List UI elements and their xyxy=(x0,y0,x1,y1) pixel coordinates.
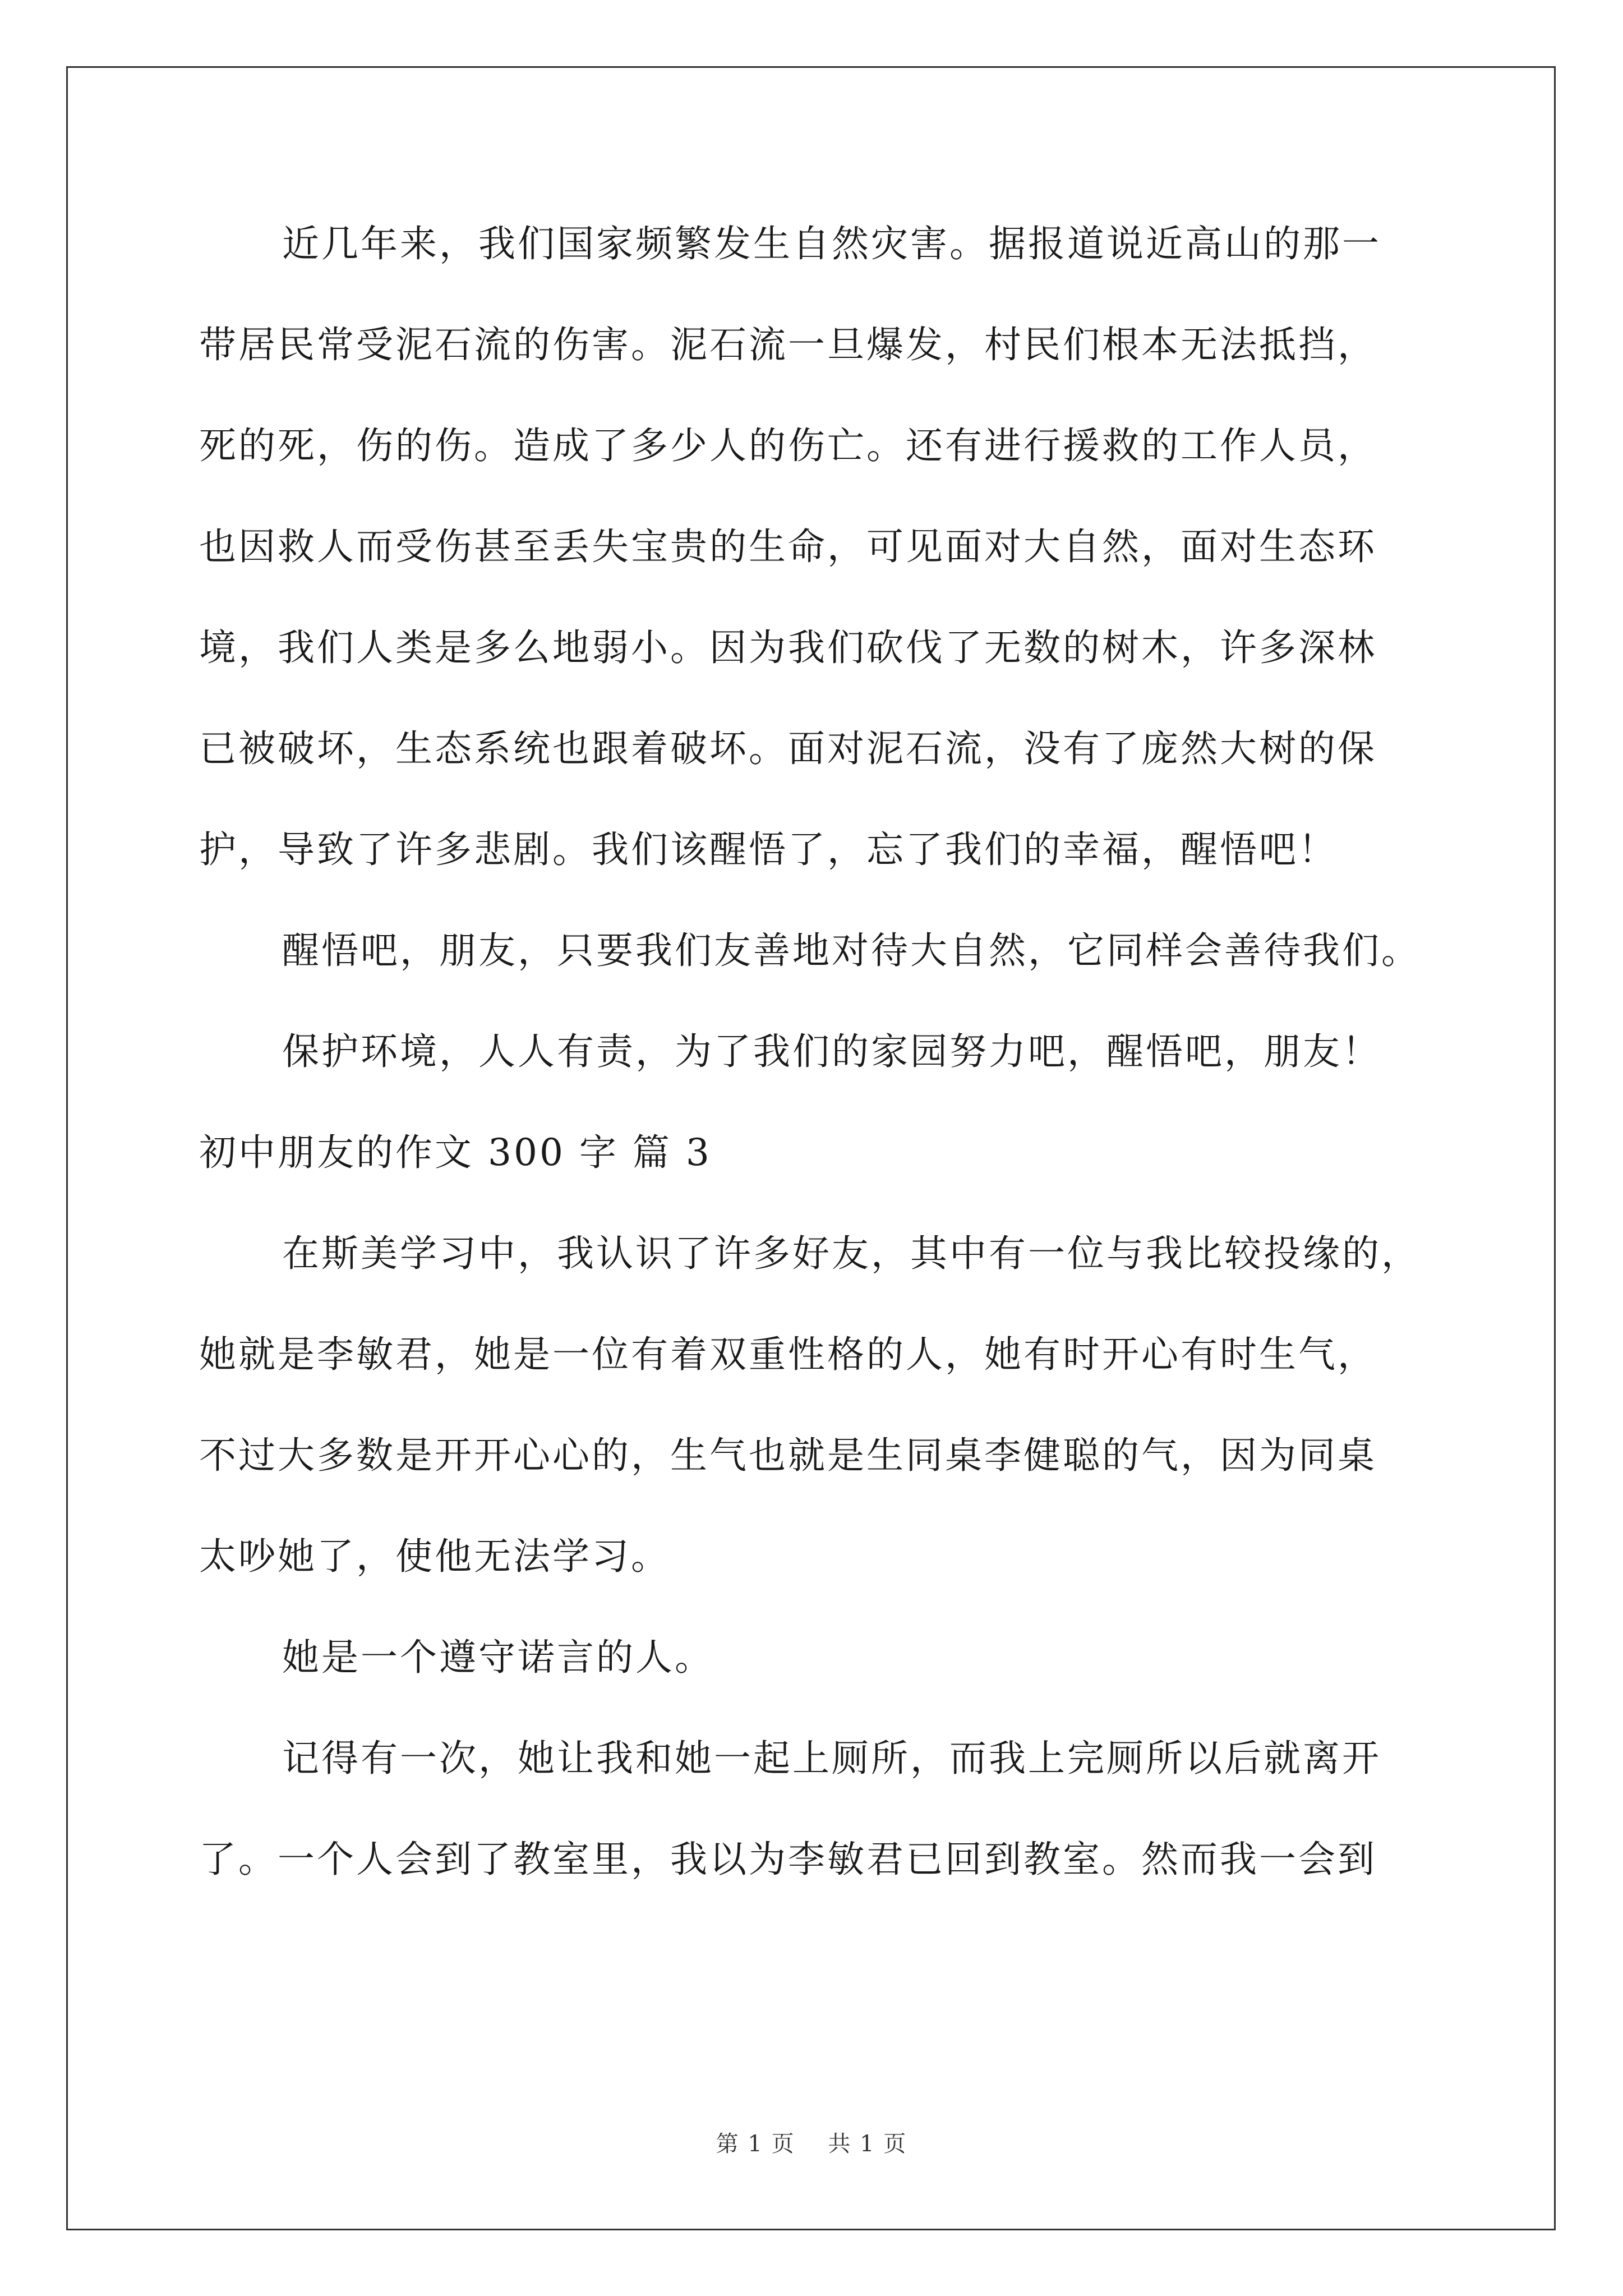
text-line-3: 死的死，伤的伤。造成了多少人的伤亡。还有进行援救的工作人员， xyxy=(199,424,1377,467)
text-line-11: 在斯美学习中，我认识了许多好友，其中有一位与我比较投缘的， xyxy=(282,1232,1421,1275)
text-line-12: 她就是李敏君，她是一位有着双重性格的人，她有时开心有时生气， xyxy=(199,1333,1377,1376)
text-line-8: 醒悟吧，朋友，只要我们友善地对待大自然，它同样会善待我们。 xyxy=(282,929,1421,972)
text-line-7: 护，导致了许多悲剧。我们该醒悟了，忘了我们的幸福，醒悟吧！ xyxy=(199,828,1338,871)
text-line-2: 带居民常受泥石流的伤害。泥石流一旦爆发，村民们根本无法抵挡， xyxy=(199,323,1377,366)
text-line-17: 了。一个人会到了教室里，我以为李敏君已回到教室。然而我一会到 xyxy=(199,1838,1377,1881)
text-line-4: 也因救人而受伤甚至丢失宝贵的生命，可见面对大自然，面对生态环 xyxy=(199,525,1377,568)
text-line-5: 境，我们人类是多么地弱小。因为我们砍伐了无数的树木，许多深林 xyxy=(199,626,1377,669)
document-body xyxy=(199,194,1438,1910)
text-line-15: 她是一个遵守诺言的人。 xyxy=(282,1636,714,1679)
section-heading: 初中朋友的作文 300 字 篇 3 xyxy=(199,1131,712,1174)
text-line-1: 近几年来，我们国家频繁发生自然灾害。据报道说近高山的那一 xyxy=(282,222,1381,265)
text-line-6: 已被破坏，生态系统也跟着破坏。面对泥石流，没有了庞然大树的保 xyxy=(199,727,1377,770)
text-line-9: 保护环境，人人有责，为了我们的家园努力吧，醒悟吧，朋友！ xyxy=(282,1030,1381,1073)
text-line-14: 太吵她了，使他无法学习。 xyxy=(199,1535,670,1578)
page-footer: 第 1 页 共 1 页 xyxy=(716,2131,907,2157)
text-line-13: 不过大多数是开开心心的，生气也就是生同桌李健聪的气，因为同桌 xyxy=(199,1434,1377,1477)
text-line-16: 记得有一次，她让我和她一起上厕所，而我上完厕所以后就离开 xyxy=(282,1737,1381,1780)
